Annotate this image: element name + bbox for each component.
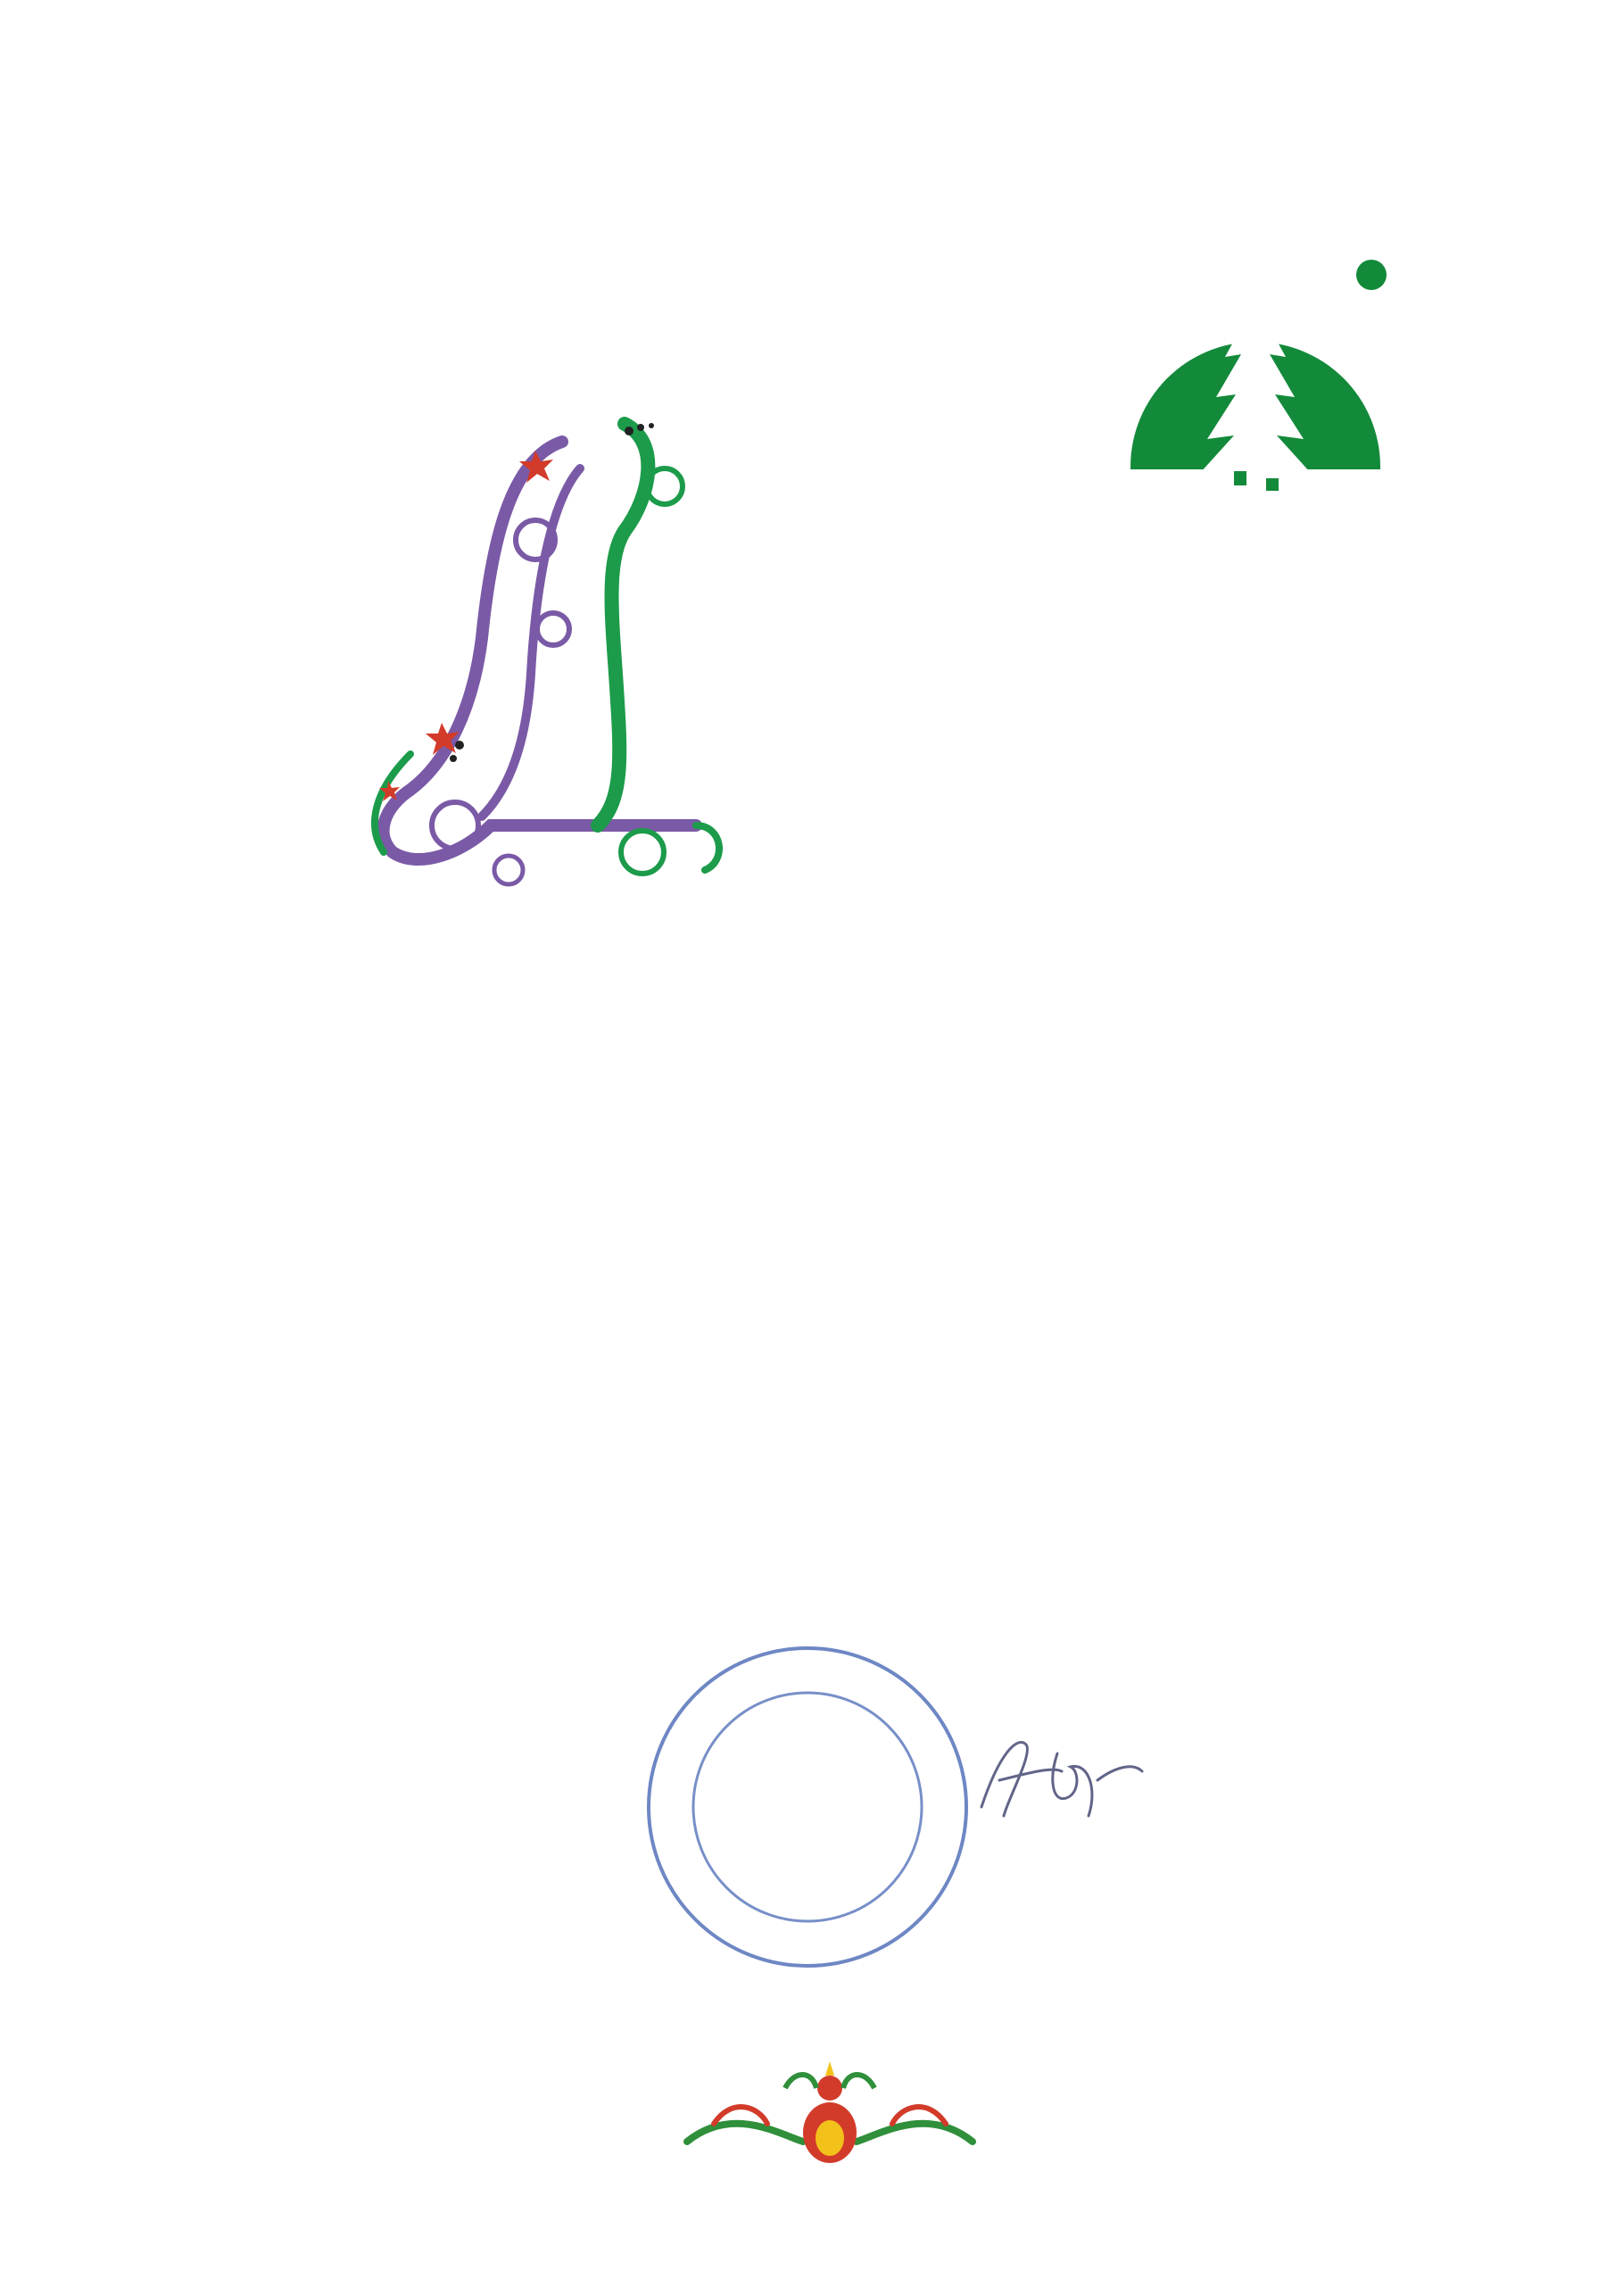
diploma-title: [357, 406, 1205, 897]
official-stamp: [638, 1637, 977, 1977]
ornament-border-right: [1454, 49, 1570, 2244]
firebird-ornament-icon: [678, 2052, 981, 2168]
handwritten-signature: [964, 1718, 1151, 1834]
ornament-border-top: [54, 49, 1570, 156]
sun-dot-icon: [1356, 260, 1387, 290]
ornament-border-left: [54, 49, 170, 2244]
ornate-initial-letter: [357, 406, 732, 888]
red-flower-icon: [379, 451, 553, 801]
